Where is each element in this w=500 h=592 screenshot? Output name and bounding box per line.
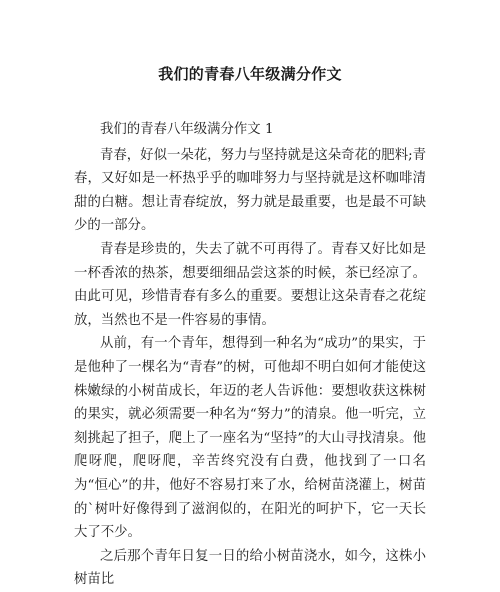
paragraph-3: 从前，有一个青年，想得到一种名为“成功”的果实，于是他种了一棵名为“青春”的树，可他却不明白如何才能使这株嫩绿的小树苗成长，年迈的老人告诉他：要想收获这株树的果实，就必须需要一种名为“努力”的清泉。他一听完，立刻挑起了担子，爬上了一座名为“坚持”的大山寻找清泉。他爬呀爬，爬呀爬，辛苦终究没有白费，他找到了一口名为“恒心”的井，他好不容易打来了水，给树苗浇灌上，树苗的`树叶好像得到了滋润似的，在阳光的呵护下，它一天长大了不少。 (74, 336, 426, 541)
document-title: 我们的青春八年级满分作文 (158, 65, 342, 83)
essay-subtitle: 我们的青春八年级满分作文 1 (100, 122, 274, 137)
paragraph-1: 青春，好似一朵花，努力与坚持就是这朵奇花的肥料;青春，又好如是一杯热乎乎的咖啡努力与坚持就是这杯咖啡清甜的白糖。想让青春绽放，努力就是最重要，也是最不可缺少的一部分。 (74, 147, 426, 234)
document-body (74, 118, 426, 592)
paragraph-2: 青春是珍贵的，失去了就不可再得了。青春又好比如是一杯香浓的热茶，想要细细品尝这茶的时候，茶已经凉了。由此可见，珍惜青春有多么的重要。要想让这朵青春之花绽放，当然也不是一件容易的事情。 (74, 241, 426, 328)
paragraph-4: 之后那个青年日复一日的给小树苗浇水，如今，这株小树苗比 (74, 548, 426, 588)
